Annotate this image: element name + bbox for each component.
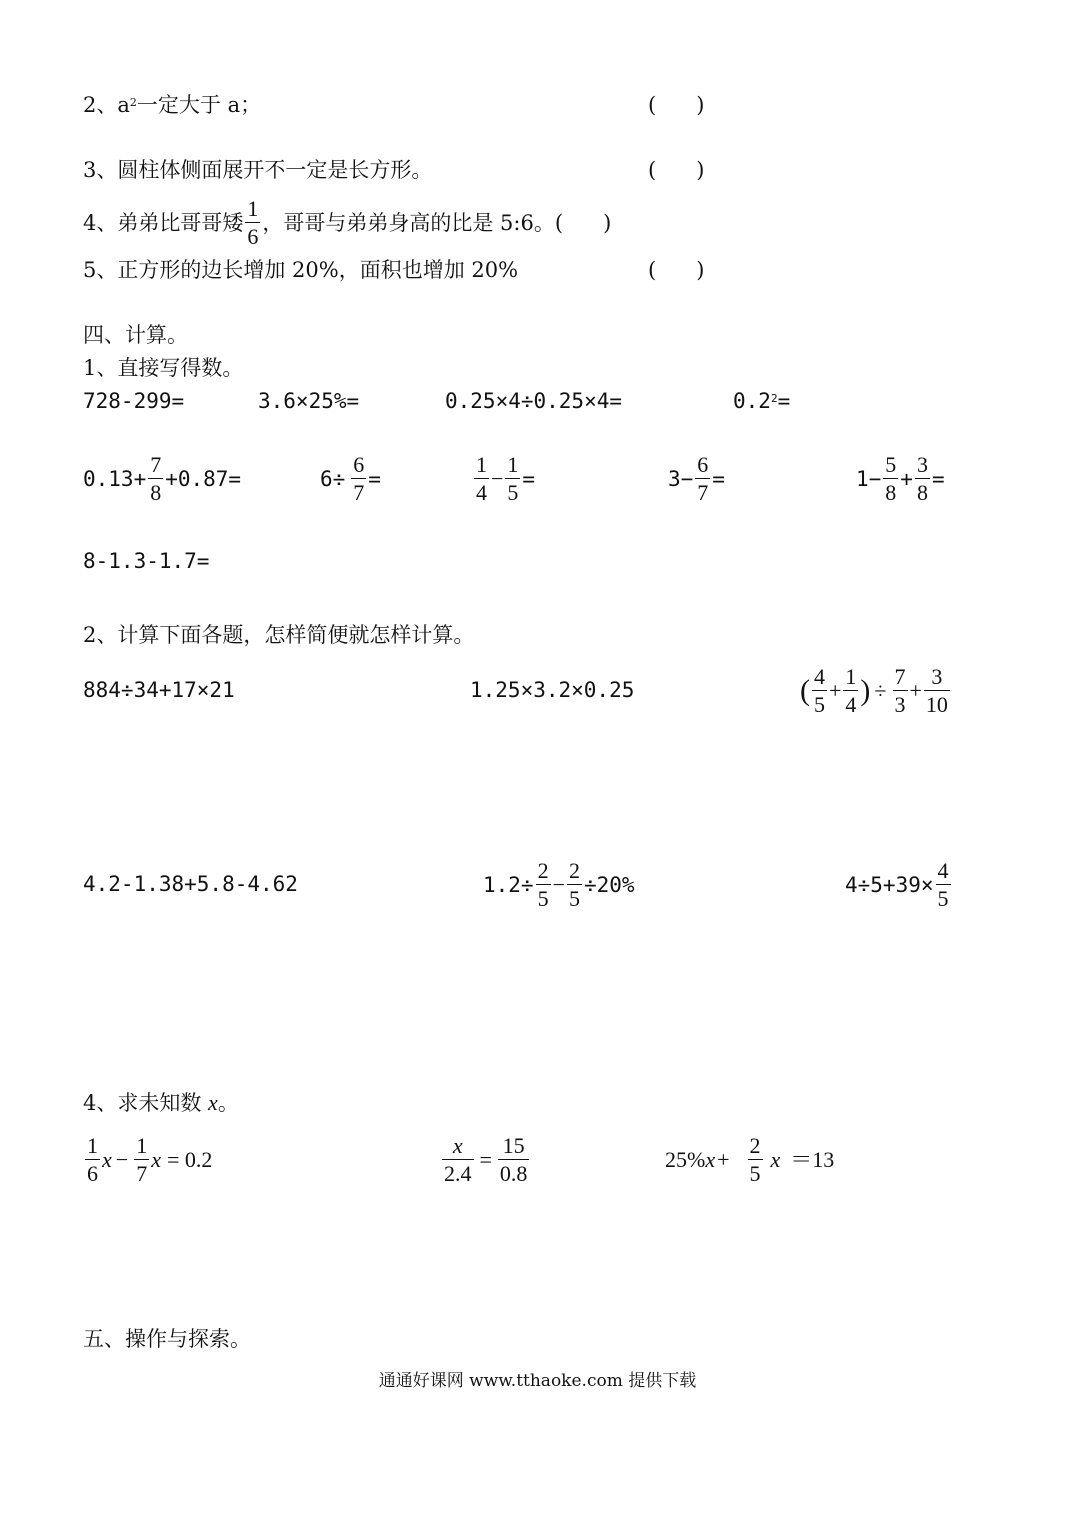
numerator: 3 [916,452,928,477]
judge-item-4 [83,193,611,253]
numerator: 4 [937,858,949,883]
numerator: 2 [749,1133,761,1158]
judge-item-5: 5、正方形的边长增加 20%，面积也增加 20% [83,258,519,282]
judge-item-2 [83,92,261,118]
expr-part: 0.13+ [83,467,147,491]
denominator: 8 [885,480,897,505]
subsection-text: 。 [217,1091,239,1115]
fraction [915,454,930,504]
expr-row2-e [856,450,945,508]
denominator: 7 [697,480,709,505]
operator: + [829,678,842,703]
judge-item-3: 3、圆柱体侧面展开不一定是长方形。 [83,158,433,182]
operator: ÷ [874,678,887,703]
numerator: 1 [87,1133,98,1158]
fraction [883,454,898,504]
expr-4-div-5 [845,855,953,915]
fraction [245,198,260,248]
answer-paren-5[interactable]: ( ) [648,258,705,282]
expr-4.2: 4.2-1.38+5.8-4.62 [83,872,298,896]
fraction [536,860,551,910]
footer-credit: 通通好课网 www.tthaoke.com 提供下载 [378,1371,697,1391]
denominator: 10 [925,692,948,717]
fraction [812,666,827,716]
expr-part: 1.2÷ [483,873,534,897]
fraction [893,666,908,716]
denominator: 3 [894,692,906,717]
answer-paren-2[interactable]: ( ) [648,93,705,117]
expr-1.2-div [483,855,635,915]
denominator: 7 [353,480,365,505]
fraction [748,1135,763,1185]
fraction [148,454,163,504]
expr-8-1.3-1.7: 8-1.3-1.7= [83,549,210,573]
operator: − [115,1147,129,1172]
expr-part: = [931,467,945,491]
expr-0.25x4: 0.25×4÷0.25×4= [445,389,623,413]
superscript: 2 [129,96,137,109]
numerator: 1 [476,452,487,477]
denominator: 4 [476,480,487,505]
operator: + [900,467,913,491]
operator: = [479,1147,492,1172]
fraction [134,1135,149,1185]
expr-part: 6÷ [320,467,346,491]
variable: x [151,1147,161,1172]
expr-base: 0.2 [733,389,771,413]
denominator: 5 [749,1161,761,1186]
numerator: 3 [931,664,943,689]
fraction [85,1135,100,1185]
subsection-title-4 [83,1090,239,1116]
denominator: 7 [136,1161,148,1186]
statement-text: ，哥哥与弟弟身高的比是 5:6。 [262,211,555,235]
operator: − [491,466,504,491]
variable: x [102,1147,112,1172]
expr-884: 884÷34+17×21 [83,678,235,702]
subsection-title-1: 1、直接写得数。 [83,356,244,380]
variable: x [208,1090,218,1115]
denominator: 5 [937,886,949,911]
fraction [843,666,858,716]
operator: − [552,872,565,897]
expr-row2-c [472,450,535,508]
expr-part: ÷20% [584,873,635,897]
numerator: 1 [507,452,519,477]
expr-paren-fractions [800,661,952,721]
numerator: 2 [537,858,549,883]
fraction [924,666,950,716]
variable: x [770,1147,781,1172]
subsection-text: 4、求未知数 [83,1091,209,1115]
expr-3.6x25: 3.6×25%= [258,389,360,413]
fraction [505,454,520,504]
fraction [936,860,951,910]
statement-text: 4、弟弟比哥哥矮 [83,211,244,235]
expr-part: = [712,467,725,491]
numerator: 6 [697,452,709,477]
expr-part: 3− [668,467,694,491]
numerator: 1 [247,196,259,221]
answer-paren-4[interactable]: ( ) [554,211,612,235]
expr-row2-b [320,450,381,508]
denominator: 5 [507,480,519,505]
fraction [474,454,489,504]
expr: a [117,93,130,117]
numerator: 4 [814,664,825,689]
denominator: 4 [845,692,857,717]
numerator: 1 [845,664,857,689]
denominator: 5 [814,692,825,717]
numerator: x [452,1133,463,1158]
operator: + [717,1147,730,1172]
expr-1.25: 1.25×3.2×0.25 [470,678,635,702]
subsection-title-2: 2、计算下面各题，怎样简便就怎样计算。 [83,623,475,647]
numerator: 6 [353,452,365,477]
denominator: 6 [87,1161,98,1186]
expr-part: ＝13 [790,1147,835,1172]
section-title-4: 四、计算。 [83,323,188,347]
fraction [498,1135,530,1185]
expr-row2-d [668,450,725,508]
variable: x [705,1147,716,1172]
expr-part: 1− [856,467,882,491]
numerator: 2 [569,858,580,883]
denominator: 0.8 [499,1161,528,1186]
fraction [567,860,582,910]
expr-part: +0.87= [165,467,242,491]
item-number: 2、 [83,93,118,117]
equals: = [777,389,791,413]
operator: + [909,678,922,703]
equals: = [522,467,536,491]
denominator: 6 [247,224,259,249]
paren: ) [860,674,871,707]
expr-0.2-squared [733,388,790,414]
numerator: 7 [894,664,906,689]
statement-text: 一定大于 a； [136,93,262,117]
numerator: 5 [885,452,897,477]
expr-part: 25% [665,1147,706,1172]
denominator: 2.4 [444,1161,472,1186]
numerator: 15 [502,1133,525,1158]
equation-1 [83,1130,212,1190]
fraction [351,454,366,504]
fraction [695,454,710,504]
expr-row2-a [83,450,241,508]
denominator: 8 [150,480,162,505]
denominator: 5 [569,886,580,911]
fraction [442,1135,474,1185]
expr-part: 4÷5+39× [845,873,934,897]
denominator: 5 [537,886,549,911]
equation-2 [440,1130,531,1190]
expr-728-299: 728-299= [83,389,185,413]
numerator: 7 [150,452,162,477]
paren: ( [800,674,810,707]
equation-3 [665,1130,834,1190]
numerator: 1 [136,1133,148,1158]
denominator: 8 [916,480,928,505]
section-title-5: 五、操作与探索。 [83,1327,251,1351]
expr-part: = 0.2 [166,1147,213,1172]
superscript: 2 [770,392,778,405]
answer-paren-3[interactable]: ( ) [648,158,705,182]
expr-part: = [368,467,381,491]
